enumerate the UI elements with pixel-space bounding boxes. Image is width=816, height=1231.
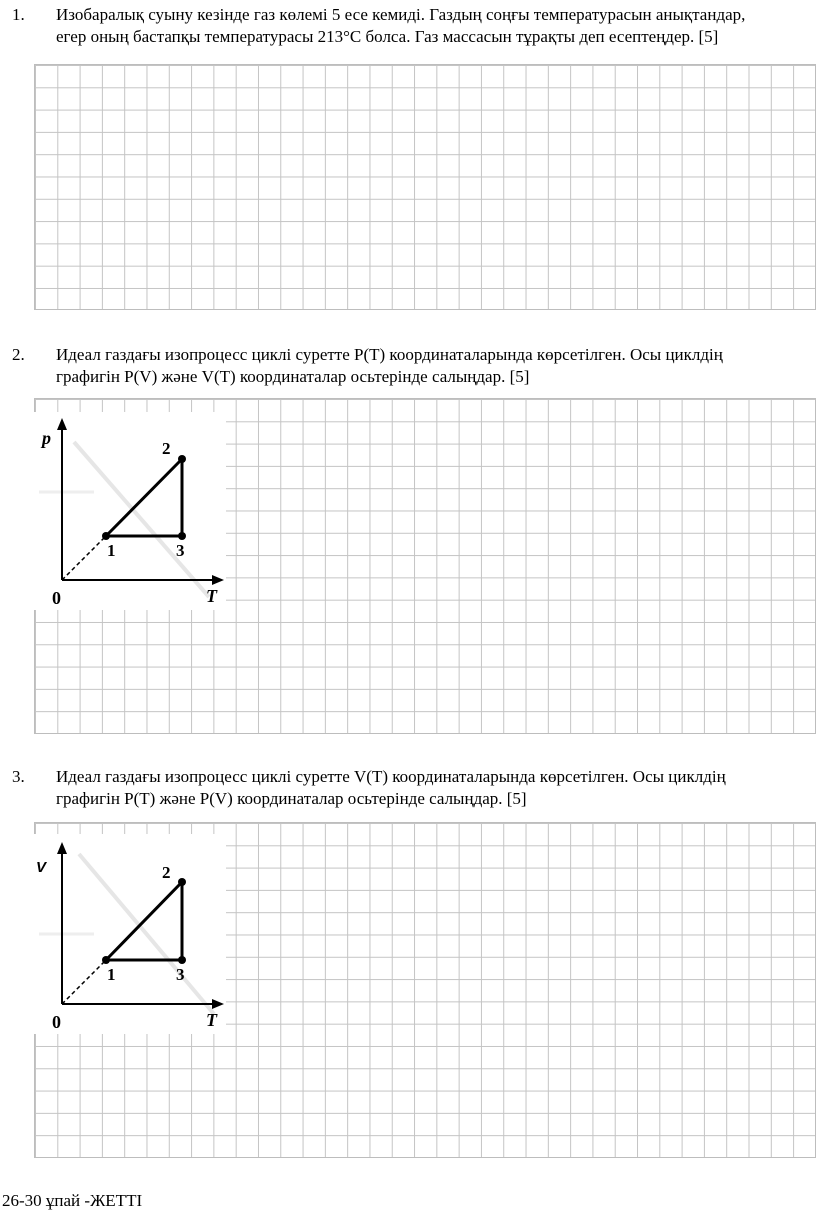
question-2-text [56,344,796,388]
point-1-label: 1 [107,541,116,560]
grading-footer: 26-30 ұпай -ЖЕТТІ [2,1191,143,1210]
question-1-text [56,4,796,48]
y-axis-label: V [36,859,47,876]
point-1 [102,532,110,540]
question-3-text [56,766,796,810]
background-texture [79,854,214,1014]
point-3-label: 3 [176,965,185,984]
dashed-line [62,960,106,1004]
question-2-line-2: графигін Р(V) және V(T) координаталар осьтерінде салыңдар. [5] [56,367,530,386]
origin-label: 0 [52,588,61,608]
question-3-number: 3. [12,767,25,786]
x-axis-label: T [206,586,217,606]
point-2 [178,878,186,886]
vt-diagram [34,834,226,1034]
question-1-line-2: егер оның бастапқы температурасы 213°С болса. Газ массасын тұрақты деп есептеңдер. [5] [56,27,719,46]
point-2-label: 2 [162,439,171,458]
answer-grid-1[interactable] [34,64,816,310]
origin-label: 0 [52,1012,61,1032]
question-1-number: 1. [12,5,25,24]
process-1-2 [106,882,182,960]
point-2 [178,455,186,463]
point-1-label: 1 [107,965,116,984]
background-texture [74,442,209,597]
x-axis-label: T [206,1010,217,1030]
y-axis-arrow-icon [57,842,67,854]
pt-diagram [34,412,226,610]
x-axis-arrow-icon [212,575,224,585]
question-3-line-1: Идеал газдағы изопроцесс циклі суретте V(Т) координаталарында көрсетілген. Осы циклдің [56,767,726,786]
point-2-label: 2 [162,863,171,882]
y-axis-label: p [42,428,51,448]
point-3 [178,532,186,540]
figure-pt-cycle [34,412,226,610]
question-1-line-1: Изобаралық суыну кезінде газ көлемі 5 есе кемиді. Газдың соңғы температурасын анықтандар, [56,5,746,24]
figure-vt-cycle [34,834,226,1034]
question-3-line-2: графигін Р(Т) және Р(V) координаталар осьтерінде салыңдар. [5] [56,789,527,808]
y-axis-arrow-icon [57,418,67,430]
x-axis-arrow-icon [212,999,224,1009]
point-3 [178,956,186,964]
dashed-line [62,536,106,580]
point-1 [102,956,110,964]
point-3-label: 3 [176,541,185,560]
question-2-number: 2. [12,345,25,364]
question-2-line-1: Идеал газдағы изопроцесс циклі суретте Р(Т) координаталарында көрсетілген. Осы циклдің [56,345,723,364]
